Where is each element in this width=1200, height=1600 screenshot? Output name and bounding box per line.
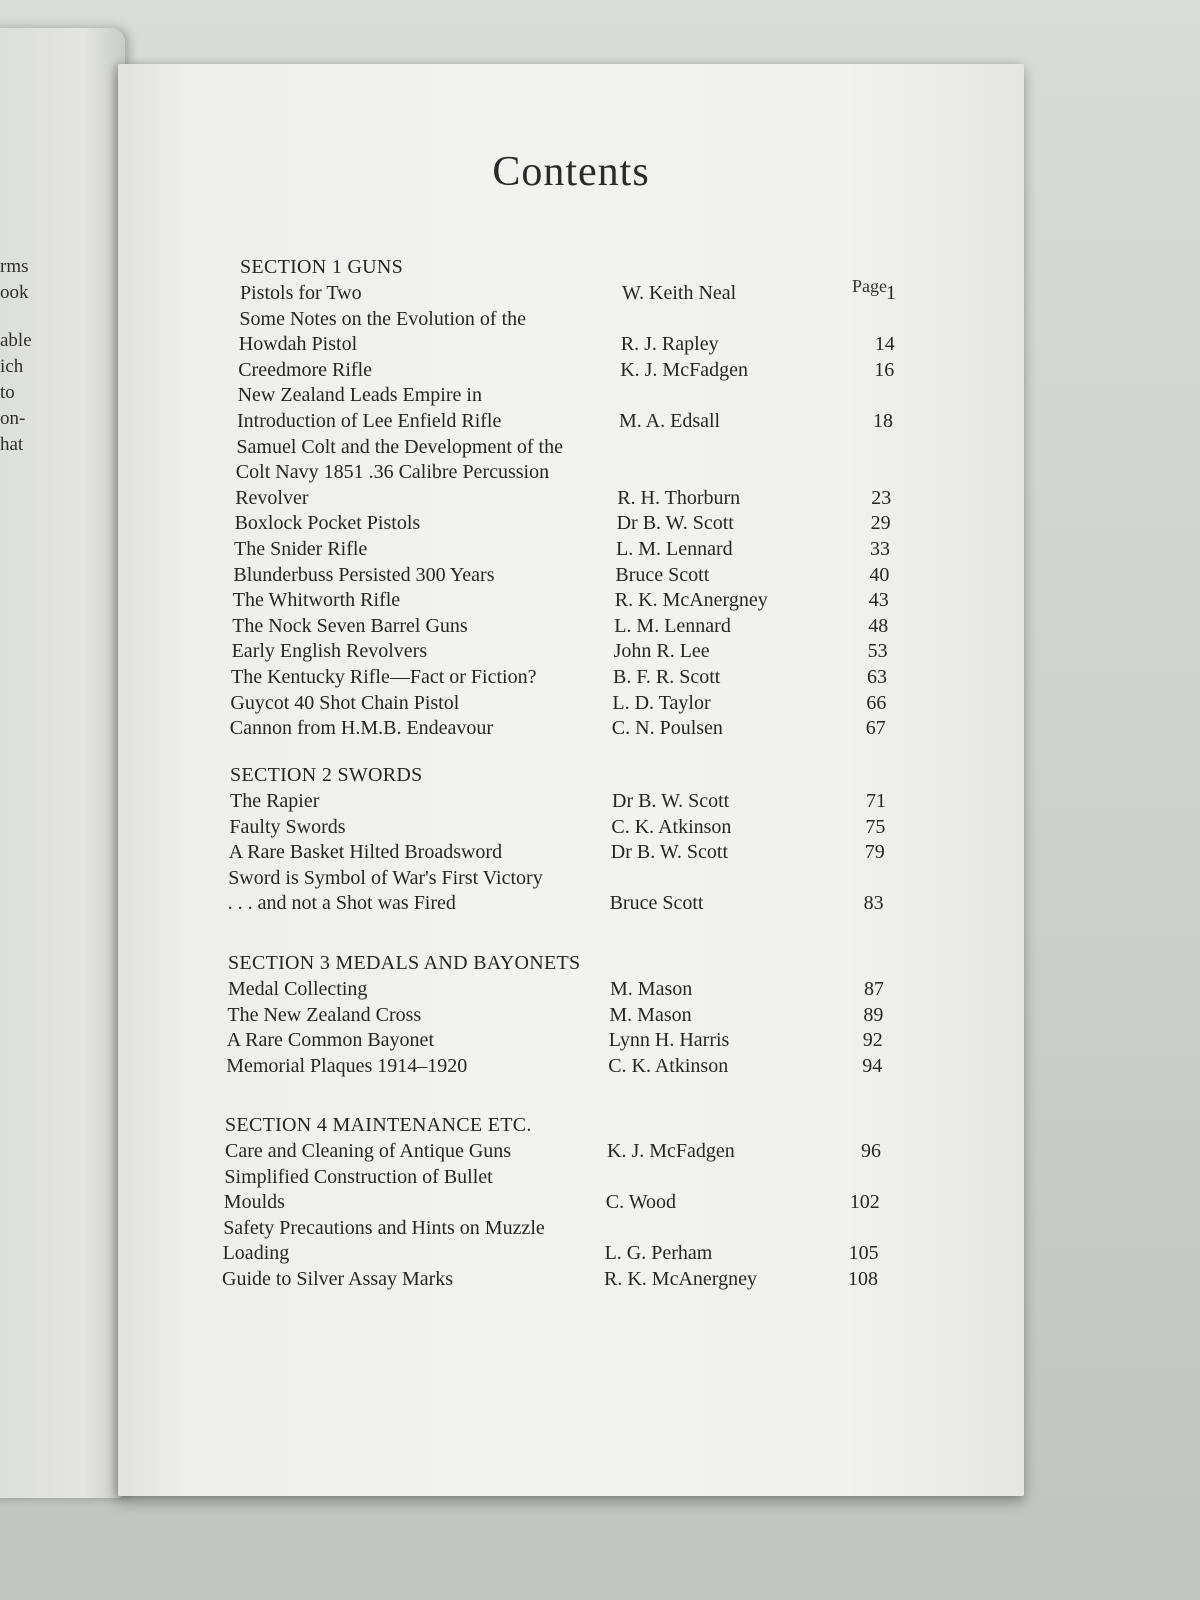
entry-page-number: 29 (870, 512, 891, 535)
entry-author: Bruce Scott (609, 892, 704, 915)
entry-title: Some Notes on the Evolution of the (239, 307, 527, 330)
toc-entry (230, 692, 890, 716)
entry-author: Dr B. W. Scott (616, 512, 734, 535)
toc-entry (224, 1191, 884, 1215)
entry-author: B. F. R. Scott (613, 666, 721, 688)
entry-author: John R. Lee (613, 640, 710, 663)
entry-author: R. J. Rapley (620, 333, 719, 356)
entry-author: R. H. Thorburn (617, 486, 741, 509)
section-heading: SECTION 4 MAINTENANCE ETC. (225, 1114, 532, 1136)
entry-title: Samuel Colt and the Development of the (236, 435, 563, 458)
toc-entry (236, 436, 896, 460)
entry-author: Dr B. W. Scott (610, 841, 729, 864)
entry-title: The Snider Rifle (234, 538, 368, 560)
toc-entry (228, 867, 888, 891)
toc-entry (240, 282, 900, 306)
entry-page-number: 43 (868, 589, 889, 612)
entry-page-number: 105 (848, 1242, 879, 1265)
entry-page-number: 83 (863, 892, 884, 915)
toc-entry (238, 384, 898, 408)
entry-title: Howdah Pistol (238, 333, 358, 356)
entry-title: A Rare Common Bayonet (226, 1029, 434, 1052)
entry-title: Faulty Swords (229, 815, 346, 838)
entry-title: Loading (222, 1242, 290, 1265)
left-page-fragment: ich (0, 356, 24, 377)
entry-page-number: 66 (866, 691, 887, 714)
entry-title: Creedmore Rifle (238, 358, 373, 381)
entry-title: The Rapier (230, 790, 320, 812)
toc-entry (233, 589, 893, 613)
toc-entry (227, 1029, 887, 1053)
toc-entry (230, 717, 890, 741)
toc-entry (229, 841, 889, 865)
section-heading: SECTION 2 SWORDS (230, 764, 423, 786)
toc-entry (239, 333, 899, 357)
left-page-edge (0, 28, 125, 1498)
entry-title: Moulds (223, 1191, 285, 1214)
entry-title: Sword is Symbol of War's First Victory (228, 866, 543, 889)
entry-title: Guide to Silver Assay Marks (222, 1268, 454, 1290)
entry-title: Colt Navy 1851 .36 Calibre Percussion (235, 461, 550, 484)
entry-page-number: 94 (862, 1054, 883, 1077)
entry-title: Pistols for Two (240, 282, 362, 304)
toc-entry (239, 308, 899, 332)
toc-entry (229, 816, 889, 840)
entry-title: Blunderbuss Persisted 300 Years (233, 563, 495, 586)
entry-page-number: 108 (848, 1268, 878, 1290)
toc-entry (233, 564, 893, 588)
entry-page-number: 75 (865, 815, 886, 838)
entry-title: Care and Cleaning of Antique Guns (225, 1140, 512, 1162)
toc-entry (227, 1004, 887, 1028)
toc-entry (235, 487, 895, 511)
entry-author: Bruce Scott (615, 563, 710, 586)
entry-title: Simplified Construction of Bullet (224, 1165, 493, 1188)
entry-page-number: 67 (865, 717, 886, 740)
entry-author: L. M. Lennard (616, 538, 733, 560)
entry-author: L. M. Lennard (614, 614, 731, 637)
entry-title: New Zealand Leads Empire in (237, 384, 482, 407)
entry-author: M. Mason (609, 1003, 692, 1026)
entry-page-number: 40 (869, 563, 890, 586)
left-page-fragment: able (0, 330, 32, 351)
entry-title: Safety Precautions and Hints on Muzzle (223, 1216, 545, 1239)
toc-entry (223, 1217, 883, 1241)
left-page-fragment: ook (0, 282, 29, 303)
toc-entry (237, 410, 897, 434)
entry-page-number: 18 (873, 410, 893, 432)
entry-page-number: 14 (874, 333, 895, 356)
entry-title: Boxlock Pocket Pistols (234, 512, 421, 535)
toc-entry (228, 892, 888, 916)
entry-author: C. K. Atkinson (608, 1054, 729, 1077)
entry-page-number: 79 (864, 841, 885, 864)
left-page-fragment: to (0, 382, 15, 403)
toc-entry (230, 790, 890, 814)
entry-author: C. K. Atkinson (611, 815, 732, 838)
entry-author: M. Mason (610, 978, 693, 1000)
entry-page-number: 96 (861, 1140, 881, 1162)
toc-entry (236, 461, 896, 485)
entry-author: M. A. Edsall (619, 410, 721, 432)
page-column-header: Page (852, 276, 887, 296)
toc-entry (223, 1242, 883, 1266)
entry-page-number: 33 (870, 538, 890, 560)
entry-author: K. J. McFadgen (607, 1140, 735, 1162)
entry-page-number: 89 (863, 1003, 884, 1026)
toc-entry (231, 666, 891, 690)
toc-entry (222, 1268, 882, 1292)
entry-page-number: 63 (867, 666, 887, 688)
entry-author: R. K. McAnergney (604, 1268, 757, 1290)
entry-author: Lynn H. Harris (608, 1029, 730, 1052)
entry-title: The Whitworth Rifle (232, 589, 401, 612)
left-page-fragment: on- (0, 408, 26, 429)
entry-page-number: 48 (868, 614, 889, 637)
entry-title: Memorial Plaques 1914–1920 (226, 1054, 468, 1077)
entry-page-number: 87 (864, 978, 884, 1000)
entry-page-number: 16 (874, 358, 895, 381)
toc-entry (234, 538, 894, 562)
toc-entry (238, 359, 898, 383)
toc-entry (235, 512, 895, 536)
entry-title: The New Zealand Cross (227, 1003, 422, 1026)
entry-author: W. Keith Neal (622, 282, 737, 304)
entry-title: Medal Collecting (228, 978, 368, 1000)
left-page-fragment: rms (0, 256, 29, 277)
section-heading: SECTION 3 MEDALS AND BAYONETS (228, 952, 581, 974)
entry-title: . . . and not a Shot was Fired (227, 892, 456, 915)
entry-author: L. G. Perham (604, 1242, 713, 1265)
toc-entry (226, 1055, 886, 1079)
entry-page-number: 1 (886, 282, 896, 304)
entry-title: Cannon from H.M.B. Endeavour (229, 717, 494, 740)
toc-entry (228, 978, 888, 1002)
entry-author: C. N. Poulsen (611, 717, 723, 740)
entry-page-number: 23 (871, 486, 892, 509)
entry-title: The Kentucky Rifle—Fact or Fiction? (231, 666, 537, 688)
entry-author: R. K. McAnergney (614, 589, 768, 612)
entry-author: C. Wood (605, 1191, 677, 1214)
entry-title: Guycot 40 Shot Chain Pistol (230, 691, 460, 714)
toc-entry (232, 615, 892, 639)
toc-entry (225, 1140, 885, 1164)
section-heading: SECTION 1 GUNS (240, 256, 404, 278)
toc-entry (224, 1166, 884, 1190)
entry-title: The Nock Seven Barrel Guns (232, 614, 468, 637)
entry-title: Early English Revolvers (231, 640, 428, 663)
entry-page-number: 102 (849, 1191, 880, 1214)
entry-title: A Rare Basket Hilted Broadsword (228, 841, 503, 864)
entry-author: Dr B. W. Scott (612, 790, 730, 812)
entry-title: Introduction of Lee Enfield Rifle (237, 410, 502, 432)
entry-page-number: 71 (866, 790, 886, 812)
page-title: Contents (492, 149, 650, 195)
entry-title: Revolver (235, 486, 309, 509)
entry-author: L. D. Taylor (612, 691, 711, 714)
left-page-fragment: hat (0, 434, 24, 455)
entry-page-number: 92 (862, 1029, 883, 1052)
entry-page-number: 53 (867, 640, 888, 663)
entry-author: K. J. McFadgen (620, 358, 748, 381)
toc-entry (232, 640, 892, 664)
